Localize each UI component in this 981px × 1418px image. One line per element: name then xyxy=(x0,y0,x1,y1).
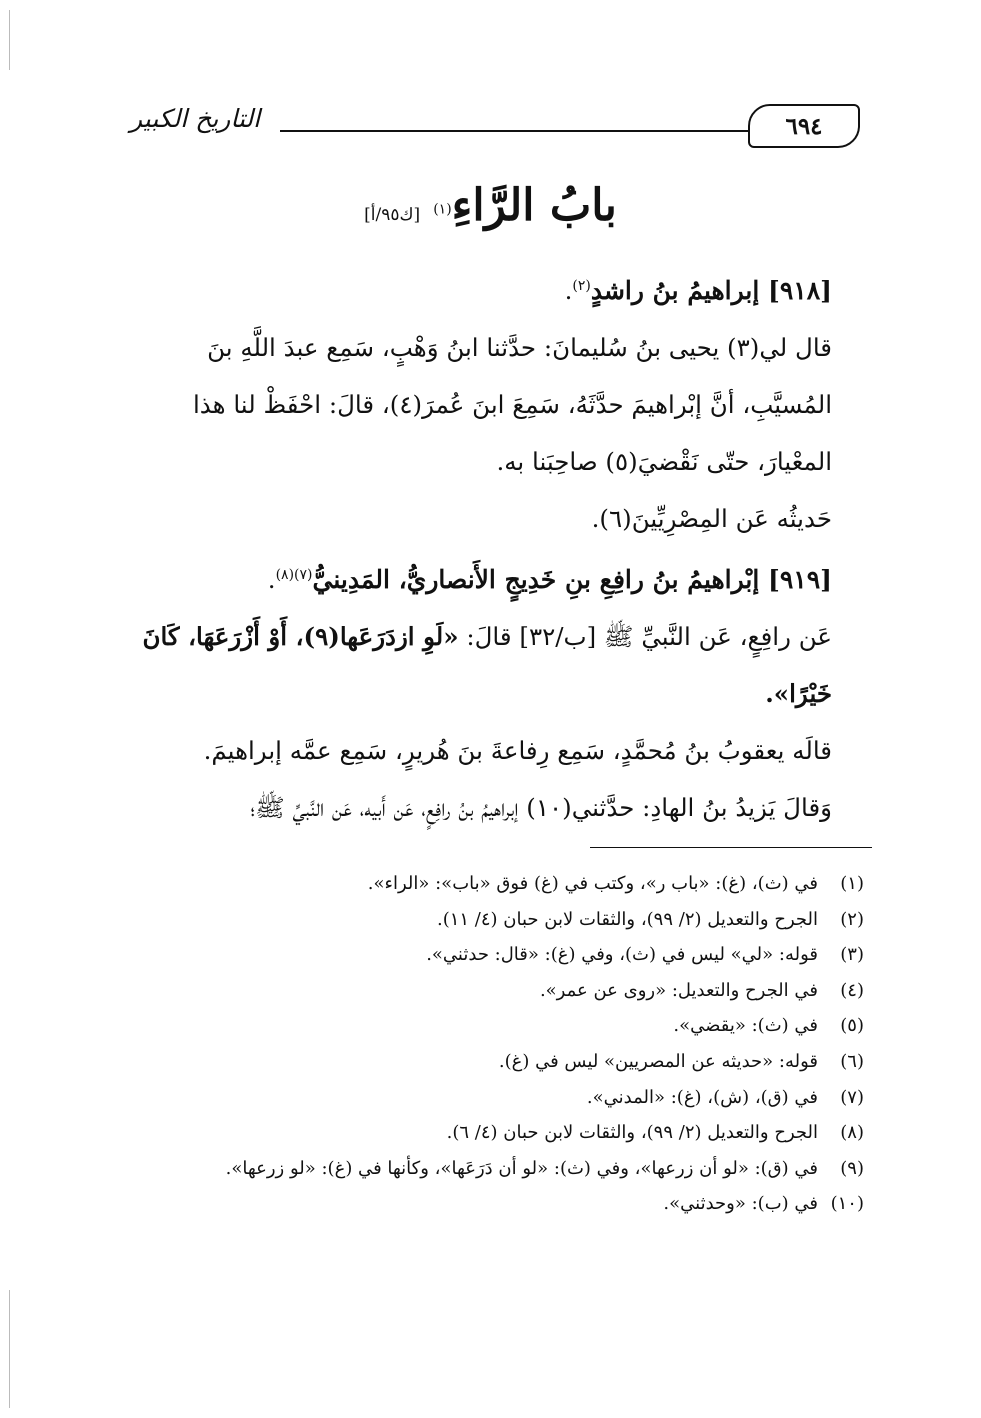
footnote-text: في (ق)، (ش)، (غ): «المدني». xyxy=(586,1086,818,1108)
manuscript-marker: [ك٩٥/أ] xyxy=(364,205,421,225)
footnote-number: (١٠) xyxy=(830,1193,864,1215)
footnote-number: (٨) xyxy=(840,1122,864,1144)
page-number: ٦٩٤ xyxy=(785,112,823,140)
footnote-number: (٥) xyxy=(840,1015,864,1037)
hadith-chain: عَن رافِعٍ، عَن النَّبيِّ ﷺ [ب/٣٢] قالَ: xyxy=(466,622,832,652)
footnote-text: الجرح والتعديل (٢/ ٩٩)، والثقات لابن حبان (٤/ ٦). xyxy=(446,1122,818,1144)
footnote-item xyxy=(132,1044,864,1080)
footnote-text: في (ث): «يقضي». xyxy=(673,1015,818,1037)
footnote-text: في الجرح والتعديل: «روى عن عمر». xyxy=(539,979,818,1001)
footnote-text: قوله: «حديثه عن المصريين» ليس في (غ). xyxy=(498,1050,818,1072)
footnote-separator xyxy=(590,847,872,848)
footnote-text: الجرح والتعديل (٢/ ٩٩)، والثقات لابن حبان (٤/ ١١). xyxy=(436,908,818,930)
footnote-number: (١) xyxy=(840,873,864,894)
footnote-number: (٦) xyxy=(840,1050,864,1072)
paragraph-note: حَديثُه عَن المِصْرِيِّينَ(٦). xyxy=(591,504,832,534)
chapter-title: بابُ الرَّاءِ xyxy=(451,180,617,231)
footnote-text: في (ث)، (غ): «باب ر»، وكتب في (غ) فوق «باب»: «الراء». xyxy=(367,873,818,894)
running-header-title: التاريخ الكبير xyxy=(130,104,261,133)
page-number-badge xyxy=(748,104,860,148)
hadith-quote: «لَوِ ازدَرَعَها(٩)، أَوْ أَزْرَعَهَا، كَانَ خَيْرًا». xyxy=(142,622,832,709)
footnote-item xyxy=(132,1115,864,1151)
running-header xyxy=(130,98,860,158)
main-text xyxy=(132,258,832,836)
chapter-heading xyxy=(0,180,981,231)
entry-918-heading xyxy=(132,258,832,319)
footnote-ref: (٢) xyxy=(572,278,591,294)
paragraph-narrator-2: وَقالَ يَزيدُ بنُ الهادِ: حدَّثني(١٠) إبراهيمُ بنُ رافِعٍ، عَن أَبيه، عَن النَّبيِّ ﷺ؛ xyxy=(250,793,832,823)
entry-919-heading xyxy=(132,547,832,608)
footnote-item xyxy=(132,1008,864,1044)
header-rule xyxy=(280,130,748,132)
entry-end: . xyxy=(564,276,573,306)
page-edge-mark-top xyxy=(9,10,10,70)
footnote-text: في (ق): «لو أن زرعها»، وفي (ث): «لو أن دَرَعَها»، وكأنها في (غ): «لو زرعها». xyxy=(225,1157,818,1179)
footnote-number: (٢) xyxy=(840,908,864,930)
footnote-text: قوله: «لي» ليس في (ث)، وفي (غ): «قال: حدثني». xyxy=(426,944,818,966)
footnote-item xyxy=(132,1080,864,1116)
entry-end: . xyxy=(267,565,276,595)
paragraph-chain: قال لي(٣) يحيى بنُ سُليمانَ: حدَّثنا ابنُ وَهْبٍ، سَمِع عبدَ اللَّهِ بنَ المُسيَّبِ، أنَّ إبْراهيمَ حدَّثَهُ، سَمِعَ ابنَ عُمرَ(٤)، قالَ: احْفَظْ لنا هذا المعْيارَ، حتّى نَقْضيَ(٥) صاحِبَنا به. xyxy=(192,333,832,477)
footnote-number: (٧) xyxy=(840,1086,864,1108)
footnote-ref: (٧)(٨) xyxy=(275,567,313,584)
footnote-text: في (ب): «وحدثني». xyxy=(663,1193,818,1215)
footnotes xyxy=(132,866,864,1222)
chapter-footnote-ref: (١) xyxy=(433,201,452,218)
entry-title: [٩١٩] إبْراهيمُ بنُ رافِعِ بنِ خَدِيجٍ الأَنصاريُّ، المَدِينيُّ xyxy=(312,565,832,595)
footnote-item xyxy=(132,937,864,973)
footnote-number: (٤) xyxy=(840,979,864,1001)
paragraph-narrator: قالَه يعقوبُ بنُ مُحمَّدٍ، سَمِع رِفاعةَ بنَ هُريرٍ، سَمِع عمَّه إبراهيمَ. xyxy=(203,736,832,766)
footnote-number: (٣) xyxy=(840,944,864,966)
footnote-item xyxy=(132,902,864,938)
footnote-item xyxy=(132,1151,864,1187)
page-edge-mark-bottom xyxy=(9,1290,10,1408)
entry-title: [٩١٨] إبراهيمُ بنُ راشدٍ xyxy=(590,276,832,306)
footnote-item xyxy=(132,1186,864,1222)
footnote-number: (٩) xyxy=(840,1157,864,1179)
paragraph-hadith xyxy=(132,608,832,722)
footnote-item xyxy=(132,866,864,902)
footnote-item xyxy=(132,973,864,1009)
